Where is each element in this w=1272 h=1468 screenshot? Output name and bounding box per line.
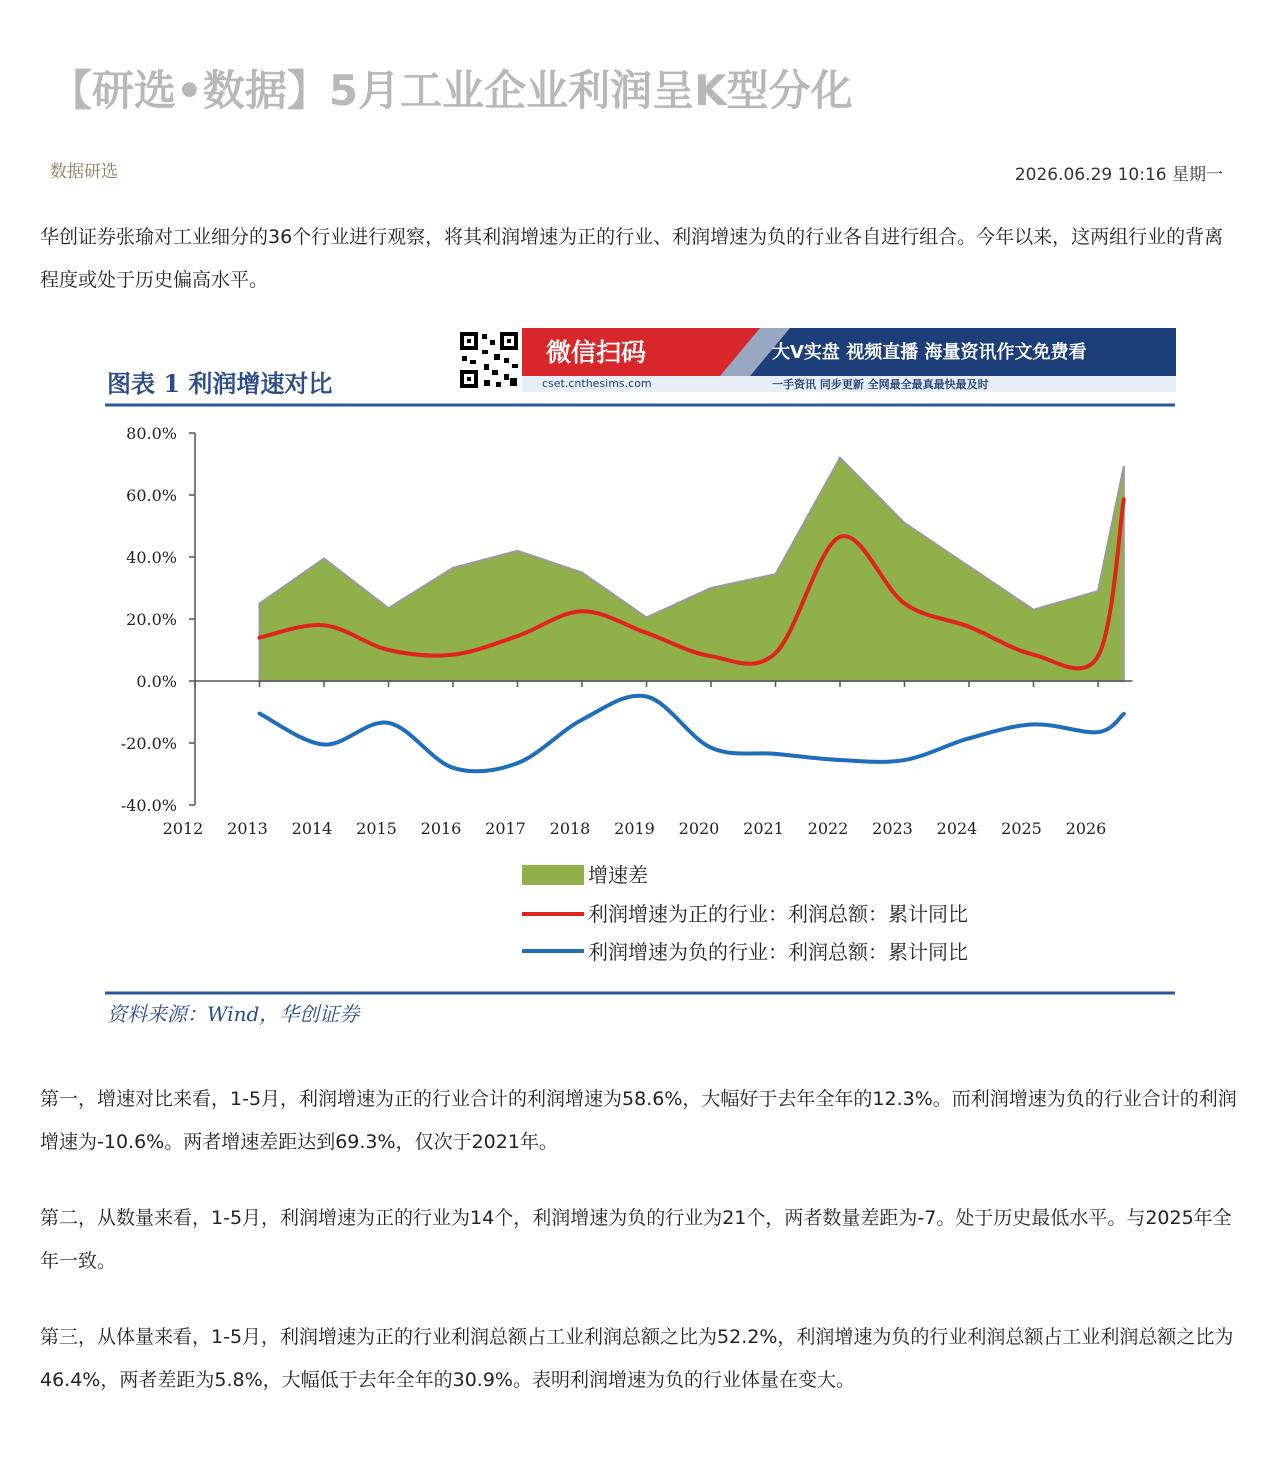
x-tick-label: 2018 [549, 819, 591, 838]
y-tick-label: -20.0% [120, 734, 177, 753]
x-tick-label: 2013 [227, 819, 268, 838]
y-tick-label: 0.0% [136, 672, 177, 691]
banner-tagline: 一手资讯 同步更新 全网最全最真最快最及时 [772, 378, 989, 391]
x-tick-label: 2017 [485, 819, 526, 838]
legend-swatch-area [522, 865, 584, 885]
banner-scan-text: 微信扫码 [546, 338, 647, 367]
y-tick-label: 20.0% [126, 610, 177, 629]
legend-label-positive: 利润增速为正的行业：利润总额：累计同比 [588, 902, 968, 926]
x-tick-label: 2016 [420, 819, 462, 838]
paragraph-growth: 第一，增速对比来看，1-5月，利润增速为正的行业合计的利润增速为58.6%，大幅好于去年全年的12.3%。而利润增速为负的行业合计的利润增速为-10.6%。两者增速差距达到69.3%，仅次于2021年。 [40, 1088, 1237, 1153]
wechat-banner[interactable] [456, 328, 1176, 392]
y-tick-label: -40.0% [120, 796, 177, 815]
legend-label-negative: 利润增速为负的行业：利润总额：累计同比 [588, 940, 968, 964]
x-tick-label: 2024 [936, 819, 978, 838]
x-tick-label: 2019 [614, 819, 655, 838]
x-tick-label: 2022 [807, 819, 849, 838]
article-date: 2026.06.29 10:16 星期一 [1014, 165, 1223, 185]
paragraph-intro: 华创证券张瑜对工业细分的36个行业进行观察，将其利润增速为正的行业、利润增速为负的行业各自进行组合。今年以来，这两组行业的背离程度或处于历史偏高水平。 [40, 226, 1224, 291]
area-growth-gap [260, 458, 1124, 681]
y-tick-label: 60.0% [126, 486, 177, 505]
article-source[interactable]: 数据研选 [50, 162, 118, 182]
chart-legend [522, 863, 968, 964]
x-tick-label: 2023 [872, 819, 913, 838]
paragraph-count: 第二，从数量来看，1-5月，利润增速为正的行业为14个，利润增速为负的行业为21个，两者数量差距为-7。处于历史最低水平。与2025年全年一致。 [40, 1207, 1232, 1272]
chart-title: 图表 1 利润增速对比 [107, 369, 333, 398]
qr-code-icon [456, 328, 522, 392]
line-negative-industries [260, 696, 1124, 772]
banner-slogan: 大V实盘 视频直播 海量资讯作文免费看 [772, 342, 1087, 363]
paragraph-volume: 第三，从体量来看，1-5月，利润增速为正的行业利润总额占工业利润总额之比为52.2%，利润增速为负的行业利润总额占工业利润总额之比为46.4%，两者差距为5.8%，大幅低于去年全年的30.9%。表明利润增速为负的行业体量在变大。 [40, 1326, 1234, 1391]
chart-source-note: 资料来源：Wind，华创证券 [107, 1002, 360, 1026]
x-tick-label: 2014 [291, 819, 333, 838]
x-tick-label: 2015 [356, 819, 397, 838]
x-tick-label: 2012 [162, 819, 204, 838]
x-tick-label: 2025 [1001, 819, 1042, 838]
y-tick-label: 80.0% [126, 424, 177, 443]
article-title: 【研选•数据】5月工业企业利润呈K型分化 [50, 66, 853, 115]
legend-label-area: 增速差 [588, 863, 648, 887]
y-tick-label: 40.0% [126, 548, 177, 567]
x-tick-label: 2021 [743, 819, 784, 838]
x-tick-label: 2026 [1065, 819, 1107, 838]
x-tick-label: 2020 [678, 819, 720, 838]
chart-figure [0, 320, 1272, 1050]
banner-url: cset.cnthesims.com [542, 377, 652, 390]
